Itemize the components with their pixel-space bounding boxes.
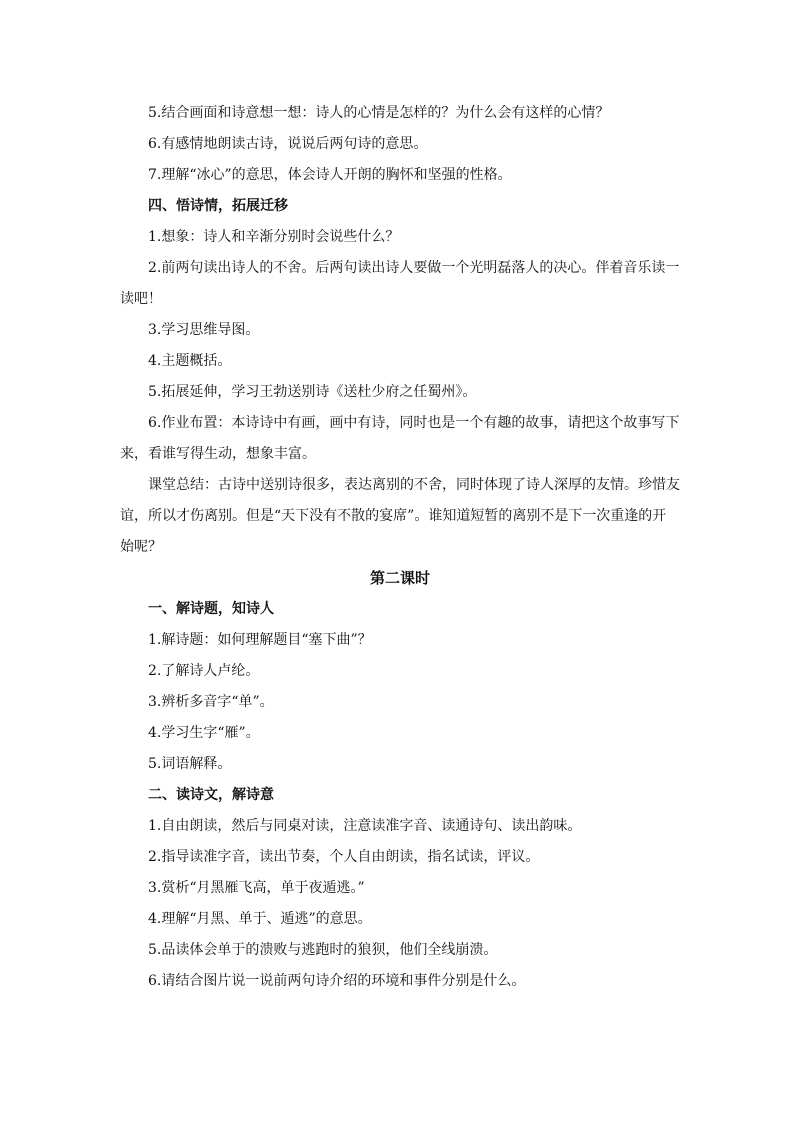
list-item: 7.理解“冰心”的意思，体会诗人开朗的胸怀和坚强的性格。 [148, 167, 512, 183]
list-item: 2.指导读准字音，读出节奏，个人自由朗读，指名试读，评议。 [148, 849, 540, 865]
list-item: 3.辨析多音字“单”。 [148, 694, 274, 710]
list-item: 6.请结合图片说一说前两句诗介绍的环境和事件分别是什么。 [148, 973, 526, 989]
list-item: 4.主题概括。 [148, 353, 232, 369]
list-item: 1.想象：诗人和辛渐分别时会说些什么？ [148, 229, 400, 245]
section-heading: 四、悟诗情，拓展迁移 [148, 198, 288, 214]
list-item: 5.拓展延伸，学习王勃送别诗《送杜少府之任蜀州》。 [148, 384, 477, 400]
document-body [120, 98, 680, 997]
list-item: 6.有感情地朗读古诗，说说后两句诗的意思。 [148, 136, 428, 152]
paragraph: 课堂总结：古诗中送别诗很多，表达离别的不舍，同时体现了诗人深厚的友情。珍惜友谊，所以才伤离别。但是“天下没有不散的宴席”。谁知道短暂的离别不是下一次重逢的开始呢？ [120, 477, 680, 555]
list-item: 5.结合画面和诗意想一想：诗人的心情是怎样的？为什么会有这样的心情？ [148, 105, 610, 121]
list-item: 3.学习思维导图。 [148, 322, 260, 338]
list-item: 1.解诗题：如何理解题目“塞下曲”？ [148, 632, 372, 648]
list-item: 4.学习生字“雁”。 [148, 725, 260, 741]
list-item: 6.作业布置：本诗诗中有画，画中有诗，同时也是一个有趣的故事，请把这个故事写下来，看谁写得生动，想象丰富。 [120, 415, 680, 462]
section-heading: 一、解诗题，知诗人 [148, 601, 274, 617]
list-item: 1.自由朗读，然后与同桌对读，注意读准字音、读通诗句、读出韵味。 [148, 818, 582, 834]
page-title: 第二课时 [369, 569, 430, 587]
list-item: 3.赏析“月黑雁飞高，单于夜遁逃。” [148, 880, 365, 896]
list-item: 4.理解“月黑、单于、遁逃”的意思。 [148, 911, 372, 927]
list-item: 5.词语解释。 [148, 756, 232, 772]
section-heading: 二、读诗文，解诗意 [148, 787, 274, 803]
list-item: 2.前两句读出诗人的不舍。后两句读出诗人要做一个光明磊落人的决心。伴着音乐读一读吧！ [120, 260, 680, 307]
list-item: 2.了解诗人卢纶。 [148, 663, 260, 679]
list-item: 5.品读体会单于的溃败与逃跑时的狼狈，他们全线崩溃。 [148, 942, 498, 958]
